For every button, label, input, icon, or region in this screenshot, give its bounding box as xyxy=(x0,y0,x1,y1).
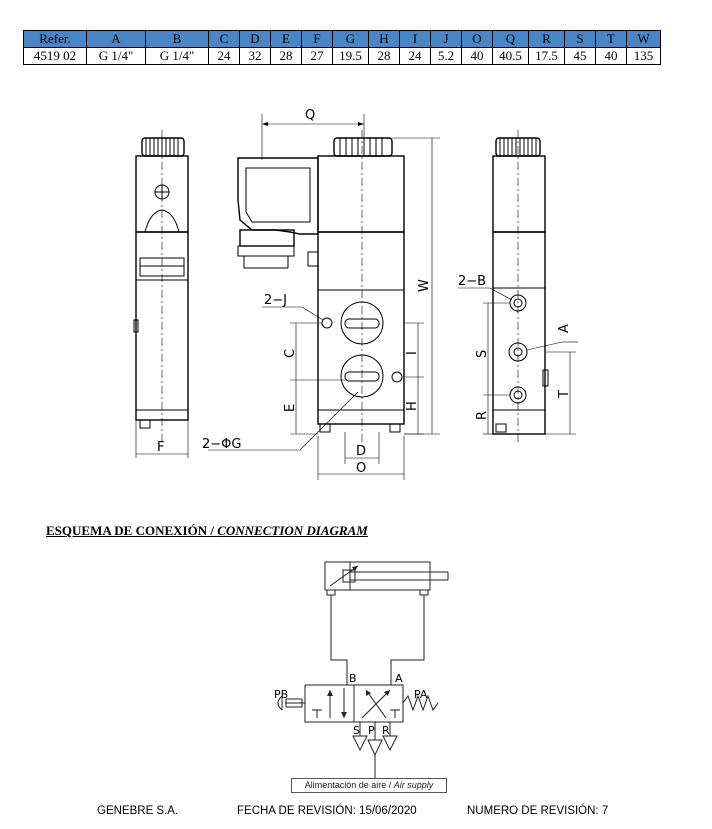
table-cell: 27 xyxy=(302,48,333,65)
table-header-cell: H xyxy=(369,31,400,48)
dim-label-s: S xyxy=(475,349,490,358)
port-label-b: B xyxy=(349,672,357,685)
dim-label-h: H xyxy=(405,401,420,411)
connection-schematic xyxy=(0,550,712,790)
port-label-p: P xyxy=(368,724,375,737)
dim-label-r: R xyxy=(475,410,490,420)
dim-label-i: I xyxy=(405,351,420,355)
table-header-cell: R xyxy=(529,31,565,48)
dim-label-q: Q xyxy=(305,108,316,123)
port-label-pb: PB xyxy=(274,688,289,701)
table-cell: 32 xyxy=(240,48,271,65)
table-cell: 24 xyxy=(209,48,240,65)
footer-company: GENEBRE S.A. xyxy=(97,805,179,817)
table-cell: 5.2 xyxy=(431,48,462,65)
table-cell: 135 xyxy=(627,48,661,65)
table-header-cell: T xyxy=(596,31,627,48)
port-label-pa: PA xyxy=(414,688,428,701)
air-supply-label xyxy=(291,778,447,793)
dim-label-t: T xyxy=(557,390,572,398)
air-supply-es: Alimentación de aire / xyxy=(304,780,394,790)
dim-label-c: C xyxy=(283,348,298,358)
heading-es: ESQUEMA DE CONEXIÓN / xyxy=(46,523,218,538)
footer-revision-date: FECHA DE REVISIÓN: 15/06/2020 xyxy=(237,805,417,817)
table-cell: G 1/4" xyxy=(146,48,209,65)
table-header-cell: J xyxy=(431,31,462,48)
dim-label-e: E xyxy=(283,403,298,412)
table-cell: 19.5 xyxy=(333,48,369,65)
table-cell: 40.5 xyxy=(493,48,529,65)
air-supply-en: Air supply xyxy=(393,780,434,790)
dim-label-j: 2−J xyxy=(264,293,287,308)
table-cell: 40 xyxy=(596,48,627,65)
table-cell: 28 xyxy=(369,48,400,65)
dim-label-d: D xyxy=(356,444,367,459)
dim-label-a: A xyxy=(557,324,572,333)
table-cell: 45 xyxy=(565,48,596,65)
table-header-cell: E xyxy=(271,31,302,48)
table-header-cell: I xyxy=(400,31,431,48)
connection-diagram-heading xyxy=(46,523,368,539)
table-header-cell: O xyxy=(462,31,493,48)
dim-label-w: W xyxy=(417,279,432,292)
table-cell: 17.5 xyxy=(529,48,565,65)
table-cell: 28 xyxy=(271,48,302,65)
heading-en: CONNECTION DIAGRAM xyxy=(217,523,368,538)
dim-label-b: 2−B xyxy=(458,274,487,289)
table-cell: 4519 02 xyxy=(24,48,87,65)
table-header-cell: B xyxy=(146,31,209,48)
table-cell: 40 xyxy=(462,48,493,65)
side-view-left xyxy=(134,130,188,458)
dim-label-g: 2−ΦG xyxy=(202,437,242,452)
cylinder-symbol xyxy=(325,562,448,595)
table-cell: G 1/4" xyxy=(87,48,146,65)
table-header-cell: S xyxy=(565,31,596,48)
table-header-cell: D xyxy=(240,31,271,48)
table-cell: 24 xyxy=(400,48,431,65)
port-label-r: R xyxy=(382,724,390,737)
table-header-cell: G xyxy=(333,31,369,48)
table-header-cell: F xyxy=(302,31,333,48)
side-view-right xyxy=(458,130,578,445)
footer-revision-number: NUMERO DE REVISIÓN: 7 xyxy=(467,805,609,817)
port-label-s: S xyxy=(353,724,360,737)
table-header-cell: C xyxy=(209,31,240,48)
table-header-cell: Refer. xyxy=(24,31,87,48)
port-label-a: A xyxy=(395,672,403,685)
front-view xyxy=(202,108,440,480)
table-header-cell: A xyxy=(87,31,146,48)
table-header-cell: W xyxy=(627,31,661,48)
dim-label-o: O xyxy=(356,461,367,476)
table-header-cell: Q xyxy=(493,31,529,48)
dim-label-f: F xyxy=(157,440,165,455)
